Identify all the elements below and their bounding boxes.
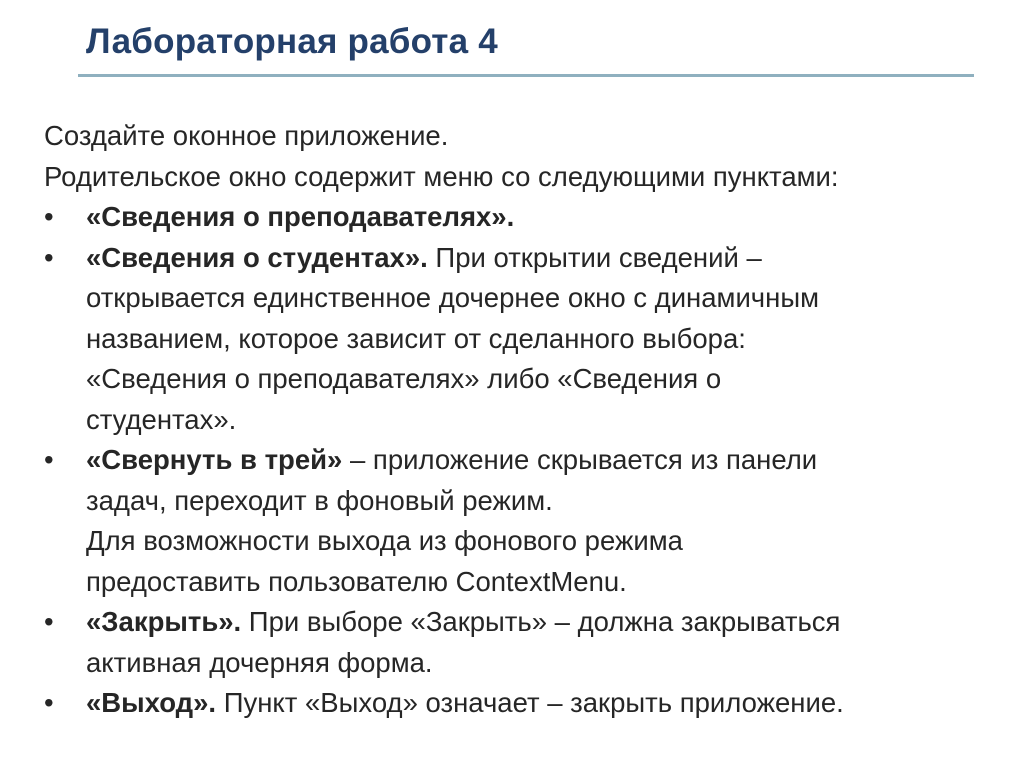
item-text: При выборе «Закрыть» – должна закрываться: [241, 606, 841, 637]
list-item: [44, 440, 974, 602]
item-text: Пункт «Выход» означает – закрыть приложение.: [216, 687, 844, 718]
item-title-students: «Сведения о студентах».: [86, 241, 428, 273]
item-first-line: [86, 683, 974, 724]
item-first-line: [86, 602, 974, 643]
list-item: [44, 197, 974, 238]
bullet-icon: •: [44, 687, 54, 718]
item-text-line: задач, переходит в фоновый режим.: [86, 484, 553, 516]
item-text: При открытии сведений –: [427, 241, 762, 273]
list-item: [44, 602, 974, 683]
bullet-icon: •: [44, 444, 54, 475]
bullet-icon: •: [44, 241, 54, 273]
menu-items-list: [44, 197, 974, 724]
item-text-line: студентах».: [86, 403, 237, 435]
intro-line-1: Создайте оконное приложение.: [44, 120, 449, 151]
item-text-line: открывается единственное дочернее окно с динамичным: [86, 282, 819, 313]
item-title-tray: «Свернуть в трей»: [86, 444, 343, 475]
slide-title: Лабораторная работа 4: [86, 22, 498, 61]
item-first-line: [86, 238, 974, 279]
item-text-line: предоставить пользователю ContextMenu.: [86, 565, 627, 597]
intro-line-2: Родительское окно содержит меню со следующими пунктами:: [44, 160, 839, 192]
item-text: – приложение скрывается из панели: [342, 444, 818, 475]
list-item: [44, 238, 974, 441]
item-title-exit: «Выход».: [86, 687, 217, 718]
item-first-line: [86, 440, 974, 481]
slide-body: [44, 116, 974, 724]
item-title-teachers: «Сведения о преподавателях».: [86, 201, 515, 232]
list-item: [44, 683, 974, 724]
title-divider: [78, 74, 974, 77]
item-text-line: активная дочерняя форма.: [86, 646, 433, 678]
item-text-line: названием, которое зависит от сделанного выбора:: [86, 322, 746, 354]
item-text-line: «Сведения о преподавателях» либо «Сведения о: [86, 363, 722, 394]
bullet-icon: •: [44, 201, 54, 232]
item-text-line: Для возможности выхода из фонового режима: [86, 525, 683, 556]
item-title-close: «Закрыть».: [86, 606, 242, 637]
bullet-icon: •: [44, 606, 54, 637]
item-first-line: [86, 197, 974, 238]
